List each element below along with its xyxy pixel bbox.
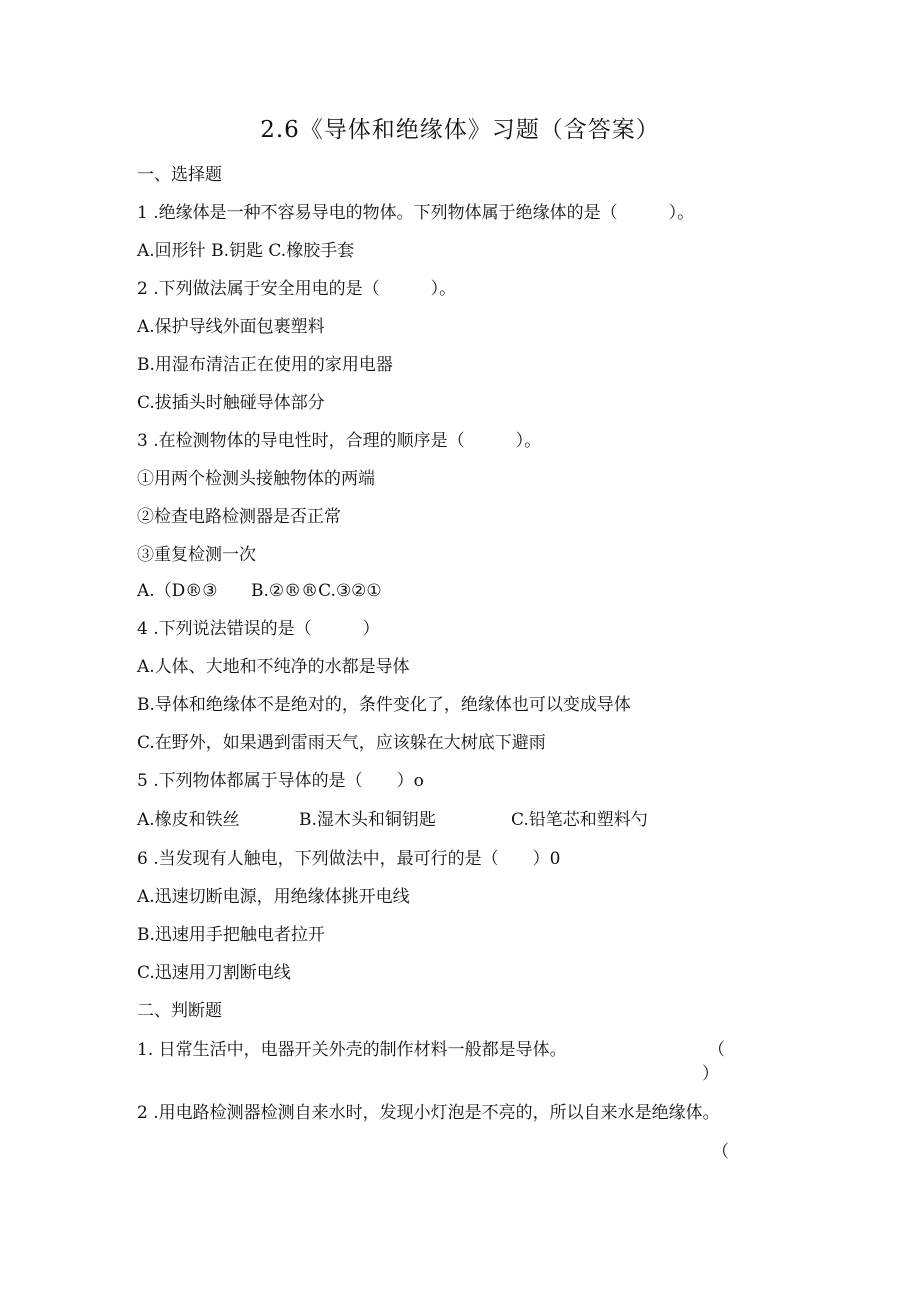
question-6-stem: 6 .当发现有人触电，下列做法中，最可行的是（ ）0 [137, 849, 561, 869]
question-4-option-b: B.导体和绝缘体不是绝对的，条件变化了，绝缘体也可以变成导体 [137, 695, 631, 715]
question-3-options [137, 579, 382, 603]
judgment-1-stem: 1. 日常生活中，电器开关外壳的制作材料一般都是导体。 [137, 1040, 567, 1060]
question-6-option-b: B.迅速用手把触电者拉开 [137, 925, 325, 945]
judgment-2-answer-paren-open: （ [712, 1142, 729, 1162]
question-5-stem: 5 .下列物体都属于导体的是（ ）o [137, 771, 424, 791]
question-3-option-a: A.（D®③ [137, 581, 218, 601]
question-3-stem: 3 .在检测物体的导电性时，合理的顺序是（ ）。 [137, 431, 542, 451]
question-3-step-2: ②检查电路检测器是否正常 [137, 507, 341, 527]
question-5-option-c: C.铅笔芯和塑料勺 [511, 810, 648, 830]
question-2-option-a: A.保护导线外面包裹塑料 [137, 317, 325, 337]
question-5-option-a: A.橡皮和铁丝 [137, 810, 240, 830]
question-5-options [137, 808, 648, 832]
section-heading-choice: 一、选择题 [137, 165, 222, 185]
question-4-option-a: A.人体、大地和不纯净的水都是导体 [137, 657, 410, 677]
question-4-option-c: C.在野外，如果遇到雷雨天气，应该躲在大树底下避雨 [137, 733, 546, 753]
judgment-1-answer-paren-open: （ [708, 1040, 725, 1060]
question-4-stem: 4 .下列说法错误的是（ ） [137, 619, 380, 639]
question-2-option-b: B.用湿布清洁正在使用的家用电器 [137, 355, 393, 375]
question-3-step-3: ③重复检测一次 [137, 545, 256, 565]
question-2-stem: 2 .下列做法属于安全用电的是（ ）。 [137, 279, 457, 299]
judgment-1-answer-paren-close: ） [702, 1064, 719, 1084]
document-title: 2.6《导体和绝缘体》习题（含答案） [260, 117, 660, 143]
question-6-option-c: C.迅速用刀割断电线 [137, 963, 291, 983]
question-5-option-b: B.湿木头和铜钥匙 [299, 810, 436, 830]
judgment-2-stem: 2 .用电路检测器检测自来水时，发现小灯泡是不亮的，所以自来水是绝缘体。 [137, 1103, 720, 1123]
question-1-stem: 1 .绝缘体是一种不容易导电的物体。下列物体属于绝缘体的是（ ）。 [137, 203, 695, 223]
question-1-options: A.回形针 B.钥匙 C.橡胶手套 [137, 241, 355, 261]
section-heading-judgment: 二、判断题 [137, 1001, 222, 1021]
question-3-option-bc: B.②®®C.③②① [251, 581, 382, 601]
question-2-option-c: C.拔插头时触碰导体部分 [137, 393, 325, 413]
question-3-step-1: ①用两个检测头接触物体的两端 [137, 469, 375, 489]
question-6-option-a: A.迅速切断电源，用绝缘体挑开电线 [137, 887, 410, 907]
